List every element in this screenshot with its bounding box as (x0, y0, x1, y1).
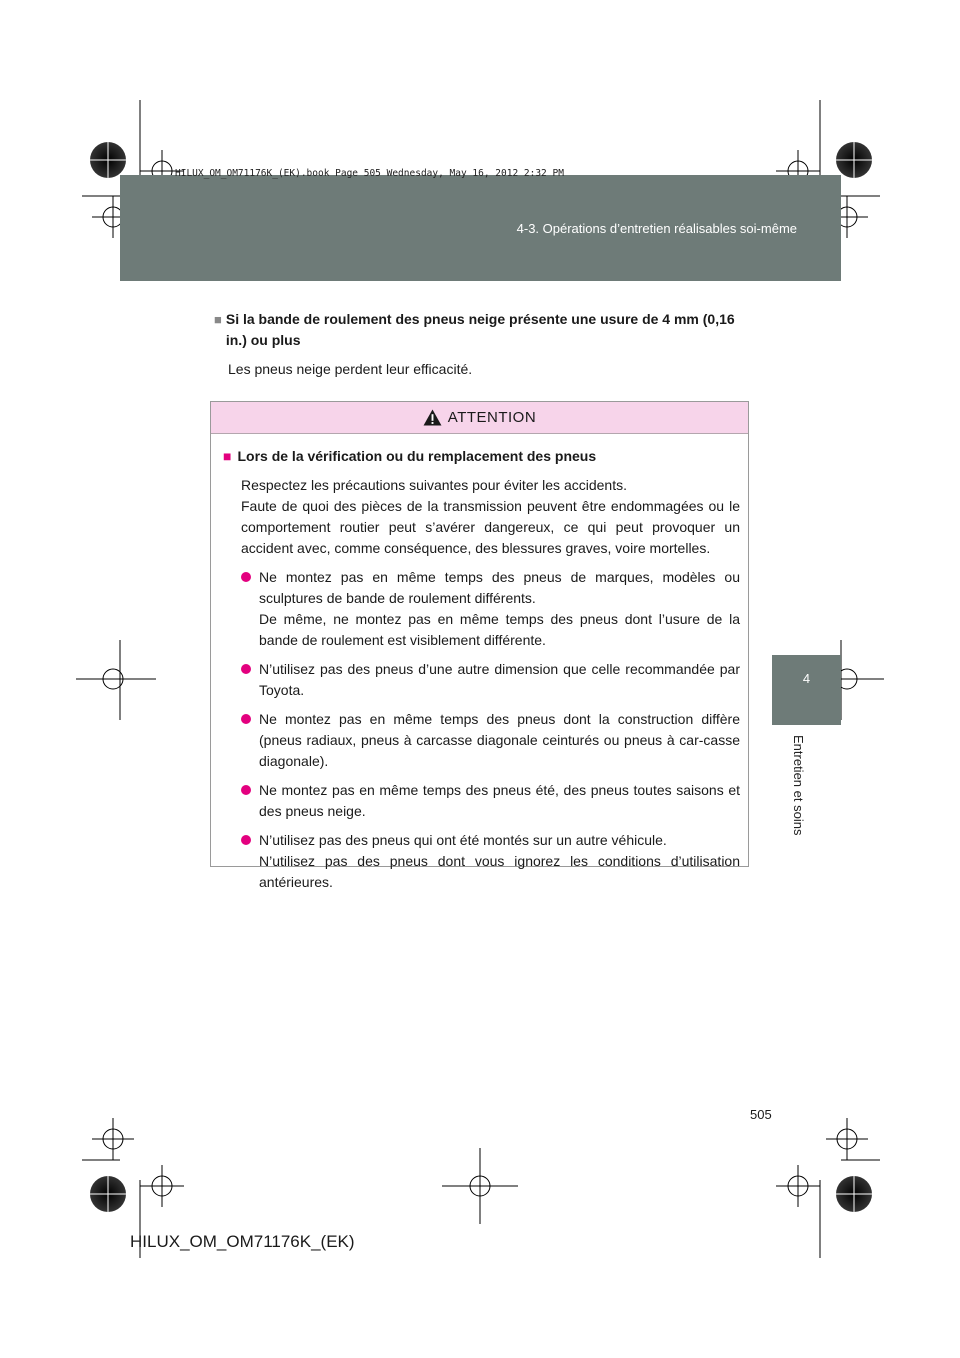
file-stamp: HILUX_OM_OM71176K_(EK).book Page 505 Wednesday, May 16, 2012 2:32 PM (175, 168, 564, 179)
list-item (241, 709, 740, 772)
main-content (214, 309, 754, 380)
attention-header (211, 402, 748, 434)
section-title: 4-3. Opérations d’entretien réalisables soi-même (516, 221, 797, 236)
square-bullet-icon: ■ (214, 312, 222, 327)
attention-subheading (223, 446, 740, 467)
document-code: HILUX_OM_OM71176K_(EK) (130, 1232, 355, 1251)
list-item (241, 567, 740, 651)
chapter-tab (772, 655, 841, 725)
attention-title: ATTENTION (447, 409, 537, 426)
page-number: 505 (750, 1107, 772, 1122)
bullet-line: N’utilisez pas des pneus d’une autre dimension que celle recommandée par Toyota. (259, 661, 740, 698)
bullet-line: N’utilisez pas des pneus qui ont été montés sur un autre véhicule. (259, 832, 667, 848)
square-bullet-icon: ■ (223, 448, 232, 464)
bullet-line: Ne montez pas en même temps des pneus de marques, modèles ou sculptures de bande de roulement différents. (259, 569, 740, 606)
bullet-dot-icon (241, 785, 251, 795)
warning-triangle-icon (423, 409, 442, 426)
list-item (241, 780, 740, 822)
intro-line: Respectez les précautions suivantes pour éviter les accidents. (241, 477, 627, 493)
bullet-dot-icon (241, 572, 251, 582)
snow-tire-text: Les pneus neige perdent leur efficacité. (228, 361, 473, 377)
list-item (241, 659, 740, 701)
attention-box (210, 401, 749, 890)
intro-line: Faute de quoi des pièces de la transmission peuvent être endommagées ou le comportement routier peut s’avérer dangereux, ce qui peut provoquer un accident avec, comme conséquence, des blessures graves, voire mortelles. (241, 498, 740, 556)
bullet-line: Ne montez pas en même temps des pneus été, des pneus toutes saisons et des pneus neige. (259, 782, 740, 819)
bullet-line: N’utilisez pas des pneus dont vous ignorez les conditions d’utilisation antérieures. (259, 853, 740, 890)
bullet-dot-icon (241, 664, 251, 674)
snow-tire-subheading (214, 309, 754, 351)
attention-body (211, 434, 748, 893)
attention-subheading-text: Lors de la vérification ou du remplacement des pneus (237, 448, 597, 464)
chapter-number: 4 (802, 671, 811, 686)
chapter-label: Entretien et soins (791, 735, 806, 836)
bullet-line: De même, ne montez pas en même temps des pneus dont l’usure de la bande de roulement est visiblement différente. (259, 611, 740, 648)
bullet-dot-icon (241, 835, 251, 845)
attention-intro (241, 475, 740, 559)
bullet-dot-icon (241, 714, 251, 724)
snow-tire-subheading-text: Si la bande de roulement des pneus neige présente une usure de 4 mm (0,16 in.) ou plus (225, 311, 735, 348)
list-item (241, 830, 740, 893)
bullet-line: Ne montez pas en même temps des pneus dont la construction diffère (pneus radiaux, pneus à carcasse diagonale ceinturés ou pneus à car-casse diagonale). (259, 711, 740, 769)
